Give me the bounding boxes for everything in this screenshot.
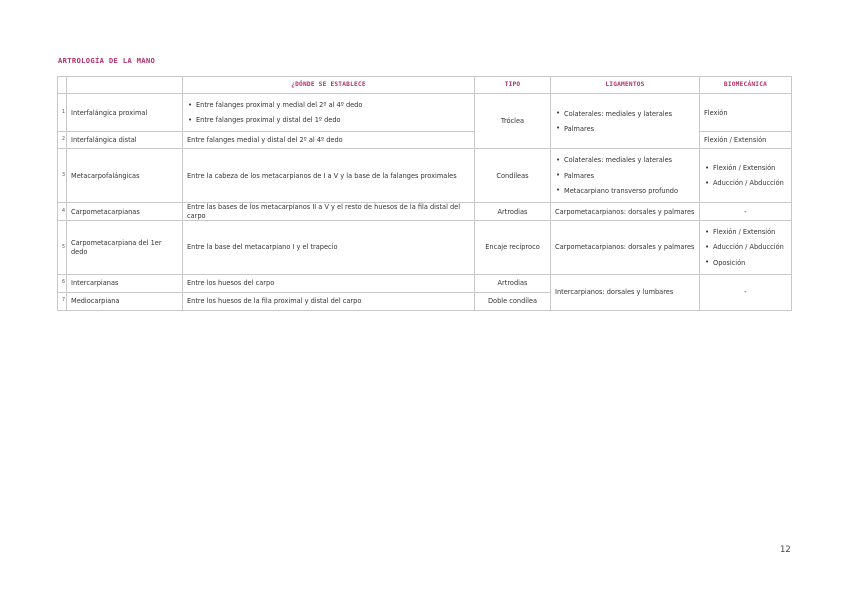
table-row <box>58 94 792 132</box>
joint-biomechanics: - <box>700 274 792 310</box>
header-num <box>58 77 67 94</box>
joint-type: Doble condílea <box>475 292 551 310</box>
joint-name: Carpometacarpiana del 1er dedo <box>67 221 183 275</box>
joint-location: Entre la base del metacarpiano I y el trapecio <box>183 221 475 275</box>
joint-name: Interfalángica distal <box>67 132 183 149</box>
joint-ligaments <box>551 149 700 203</box>
row-number: 4 <box>58 203 67 221</box>
row-number: 5 <box>58 221 67 275</box>
joint-ligaments <box>551 94 700 149</box>
joint-type: Encaje recíproco <box>475 221 551 275</box>
joint-location: Entre los huesos del carpo <box>183 274 475 292</box>
joint-type: Artrodias <box>475 274 551 292</box>
list-item: • Flexión / Extensión <box>704 228 787 236</box>
list-item: • Aducción / Abducción <box>704 243 787 251</box>
list-item: • Metacarpiano transverso profundo <box>555 187 695 195</box>
joint-location: Entre falanges medial y distal del 2º al 4º dedo <box>183 132 475 149</box>
joint-location <box>183 94 475 132</box>
joint-type: Condíleas <box>475 149 551 203</box>
row-number: 1 <box>58 94 67 132</box>
list-item: • Palmares <box>555 125 695 133</box>
joint-ligaments: Carpometacarpianos: dorsales y palmares <box>551 221 700 275</box>
table-row <box>58 149 792 203</box>
list-item: • Entre falanges proximal y medial del 2º al 4º dedo <box>187 101 470 109</box>
joint-name: Carpometacarpianas <box>67 203 183 221</box>
list-item: • Flexión / Extensión <box>704 164 787 172</box>
table-row <box>58 203 792 221</box>
header-row <box>58 77 792 94</box>
list-item: • Aducción / Abducción <box>704 179 787 187</box>
header-ligaments: LIGAMENTOS <box>551 77 700 94</box>
list-item: • Entre falanges proximal y distal del 1º dedo <box>187 116 470 124</box>
header-biomechanics: BIOMECÁNICA <box>700 77 792 94</box>
joint-biomechanics <box>700 221 792 275</box>
list-item: • Palmares <box>555 172 695 180</box>
row-number: 2 <box>58 132 67 149</box>
joint-ligaments: Intercarpianos: dorsales y lumbares <box>551 274 700 310</box>
page-number: 12 <box>780 545 791 555</box>
joint-ligaments: Carpometacarpianos: dorsales y palmares <box>551 203 700 221</box>
list-item: • Oposición <box>704 259 787 267</box>
page-title: ARTROLOGÍA DE LA MANO <box>58 56 156 65</box>
joint-name: Mediocarpiana <box>67 292 183 310</box>
list-item: • Colaterales: mediales y laterales <box>555 110 695 118</box>
joint-location: Entre la cabeza de los metacarpianos de I a V y la base de la falanges proximales <box>183 149 475 203</box>
list-item: • Colaterales: mediales y laterales <box>555 156 695 164</box>
row-number: 7 <box>58 292 67 310</box>
joint-location: Entre las bases de los metacarpianos II a V y el resto de huesos de la fila distal del carpo <box>183 203 475 221</box>
joint-biomechanics: Flexión <box>700 94 792 132</box>
row-number: 3 <box>58 149 67 203</box>
joint-location: Entre los huesos de la fila proximal y distal del carpo <box>183 292 475 310</box>
joint-type: Artrodias <box>475 203 551 221</box>
row-number: 6 <box>58 274 67 292</box>
joint-biomechanics: Flexión / Extensión <box>700 132 792 149</box>
header-type: TIPO <box>475 77 551 94</box>
header-name <box>67 77 183 94</box>
joint-name: Intercarpianas <box>67 274 183 292</box>
joint-name: Interfalángica proximal <box>67 94 183 132</box>
joint-biomechanics <box>700 149 792 203</box>
joints-table <box>57 76 792 311</box>
joint-name: Metacarpofalángicas <box>67 149 183 203</box>
table-row <box>58 221 792 275</box>
joint-type: Tróclea <box>475 94 551 149</box>
header-where: ¿DÓNDE SE ESTABLECE <box>183 77 475 94</box>
table-row <box>58 274 792 292</box>
joint-biomechanics: - <box>700 203 792 221</box>
